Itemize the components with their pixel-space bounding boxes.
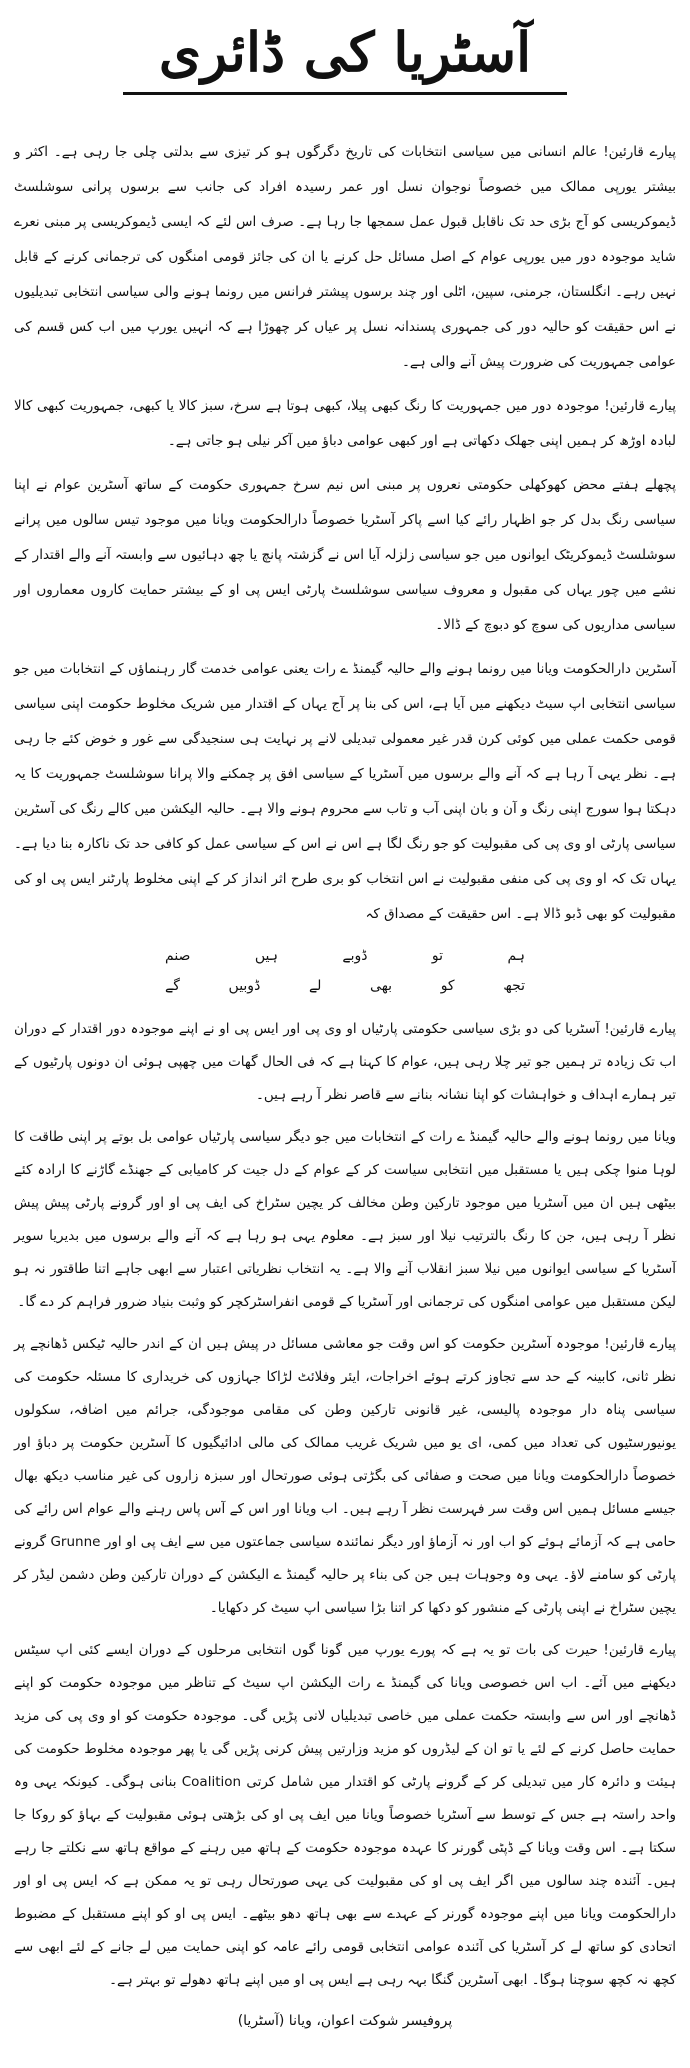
paragraph-4: آسٹرین دارالحکومت ویانا میں رونما ہونے والے حالیہ گیمنڈ ے رات یعنی عوامی خدمت گار رہنماؤں کے انتخابات میں جو سیاسی انتخابی اپ سیٹ دیکھنے میں آیا ہے، اس کی بنا پر آج یہاں کے اقتدار میں شریک مخلوط حکومت اپنی سیاسی قومی حکمت عملی میں کوئی کرن قدر غیر معمولی تبدیلی لانے پر نہایت ہی سنجیدگی سے غور و خوض کئے جا رہی ہے۔ نظر یہی آ رہا ہے کہ آنے والے برسوں میں آسٹریا کے سیاسی افق پر چمکنے والا پرانا سوشلسٹ جمہوریت کا یہ دہکتا ہوا سورج اپنی رنگ و آن و بان اپنی آب و تاب سے محروم ہونے والا ہے۔ حالیہ الیکشن میں کالے رنگ کی آسٹرین سیاسی پارٹی او وی پی کی مقبولیت کو جو رنگ لگا ہے اس نے اس کے سیاسی عمل کو کافی حد تک ناکارہ بنا دیا ہے۔ یہاں تک کہ او وی پی کی منفی مقبولیت نے اس انتخاب کو بری طرح اثر انداز کر کے اپنی مخلوط پارٹنر ایس پی او کی مقبولیت کو بھی ڈبو ڈالا ہے۔ اس حقیقت کے مصداق کہ: [14, 661, 676, 922]
verse-word: گے: [165, 978, 180, 994]
verse-word: ہیں: [254, 948, 278, 964]
verse-word: تو: [431, 948, 444, 964]
author-signature: پروفیسر شوکت اعوان، ویانا (آسٹریا): [237, 2013, 453, 2029]
verse-word: لے: [308, 978, 322, 994]
verse-word: تجھ: [503, 978, 525, 994]
paragraph-8: پیارے قارئین! حیرت کی بات تو یہ ہے کہ پورے یورپ میں گونا گوں انتخابی مرحلوں کے دوران ایسے کئی اپ سیٹس دیکھنے میں آئے۔ اب اس خصوصی ویانا کی گیمنڈ ے رات الیکشن اپ سیٹ کے تناظر میں موجودہ حکومت کو اپنے ڈھانچے اور اس سے وابستہ حکمت عملی میں خاصی تبدیلیاں لانی پڑیں گی۔ موجودہ حکومت کو او وی پی کی مزید حمایت حاصل کرنے کے لئے یا تو ان کے لیڈروں کو مزید وزارتیں پیش کرنی پڑیں گی یا پھر موجودہ مخلوط حکومت کی ہیئت و دائرہ کار میں تبدیلی کر کے گرونے پارٹی کو اقتدار میں شامل کرتی Coalition بنانی ہوگی۔ کیونکہ یہی وہ واحد راستہ ہے جس کے توسط سے آسٹریا خصوصاً ویانا میں ایف پی او کی بڑھتی ہوئی مقبولیت کے بہاؤ کو روکا جا سکتا ہے۔ اس وقت ویانا کے ڈپٹی گورنر کا عہدہ موجودہ حکومت کے ہاتھ میں رہنے کے مواقع ہاتھ سے نکلتے جا رہے ہیں۔ آئندہ چند سالوں میں اگر ایف پی او کی مقبولیت کی یہی صورتحال رہی تو یہ ممکن ہے کہ ایس پی او اور دارالحکومت ویانا میں اپنے موجودہ گورنر کے عہدے سے بھی ہاتھ دھو بیٹھے۔ ایس پی او کو اپنے مستقبل کے مضبوط اتحادی کو ساتھ لے کر آسٹریا کی آئندہ عوامی انتخابی قومی رائے عامہ کو اپنی حمایت میں لے جانے کے لئے ابھی سے کچھ نہ کچھ سوچنا ہوگا۔ ابھی آسٹرین گنگا بہہ رہی ہے ایس پی او میں اپنے ہاتھ دھولے تو بہتر ہے۔: [14, 1642, 676, 1988]
column-title: آسٹریا کی ڈائری: [123, 18, 567, 95]
verse-word: ڈوبے: [342, 948, 368, 964]
paragraph-7: پیارے قارئین! موجودہ آسٹرین حکومت کو اس وقت جو معاشی مسائل در پیش ہیں ان کے اندر حالیہ ٹیکس ڈھانچے پر نظر ثانی، کابینہ کے حد سے تجاوز کرتے ہوئے اخراجات، ایئر وفلائٹ لڑاکا جہازوں کی خریداری کا مسئلہ حکومت کی سیاسی پناہ دار موجودہ پالیسی، غیر قانونی تارکین وطن کی مقامی موجودگی، جرائم میں اضافہ، سکولوں یونیورسٹیوں کی تعداد میں کمی، ای یو میں شریک غریب ممالک کی مالی ادائیگیوں کا آسٹرین حکومت پر دباؤ اور خصوصاً دارالحکومت ویانا میں صحت و صفائی کی بگڑتی ہوئی صورتحال اور سبزہ زاروں کی غیر مناسب دیکھ بھال جیسے مسائل ہمیں اس وقت سر فہرست نظر آ رہے ہیں۔ اب ویانا اور اس کے آس پاس رہنے والے عوام اس رائے کی حامی ہے کہ آزمائے ہوئے کو اب اور نہ آزماؤ اور دیگر نمائندہ سیاسی جماعتوں میں سے ایف پی او اور Grunne گرونے پارٹی کو سامنے لاؤ۔ یہی وہ وجوہات ہیں جن کی بناء پر حالیہ گیمنڈ ے الیکشن کے دوران تارکین وطن دشمن لیڈر کر یچین سٹراخ نے اپنی پارٹی کے منشور کو دکھا کر اتنا بڑا سیاسی اپ سیٹ کر دکھایا۔: [14, 1336, 676, 1616]
paragraph-2: پیارے قارئین! موجودہ دور میں جمہوریت کا رنگ کبھی پیلا، کبھی ہوتا ہے سرخ، سبز کالا یا کبھی، جمہوریت کبھی کالا لبادہ اوڑھ کر ہمیں اپنی جھلک دکھاتی ہے اور کبھی عوامی دباؤ میں آکر نیلی ہو جاتی ہے۔: [14, 398, 676, 449]
verse-word: ہم: [507, 948, 525, 964]
poetry-couplet: [165, 941, 525, 1001]
verse-word: صنم: [165, 948, 191, 964]
verse-word: ڈوبیں: [228, 978, 261, 994]
verse-line-2: [165, 971, 525, 1001]
paragraph-3: پچھلے ہفتے محض کھوکھلی حکومتی نعروں پر مبنی اس نیم سرخ جمہوری حکومت کے ساتھ آسٹرین عوام نے اپنا سیاسی رنگ بدل کر جو اظہار رائے کیا اسے پاکر آسٹریا خصوصاً دارالحکومت ویانا میں موجود تیس سالوں میں پرانے سوشلسٹ ڈیموکریٹک ایوانوں میں جو سیاسی زلزلہ آیا اس نے گزشتہ پانچ یا چھ دہائیوں سے وابستہ آنے والے اقتدار کے نشے میں چور یہاں کی مقبول و معروف سیاسی سوشلسٹ پارٹی ایس پی او کے بیشتر حمایت کاروں معماروں اور سیاسی مداریوں کی سوچ کو دبوچ کے ڈالا۔: [14, 477, 676, 633]
paragraph-6: ویانا میں رونما ہونے والے حالیہ گیمنڈ ے رات کے انتخابات میں جو دیگر سیاسی پارٹیاں عوامی بل بوتے پر اپنی طاقت کا لوہا منوا چکی ہیں یا مستقبل میں انتخابی سیاست کر کے عوام کے دل جیت کر کامیابی کے جھنڈے گاڑنے کا ارادہ کئے بیٹھی ہیں ان میں آسٹریا میں موجود تارکین وطن مخالف کر یچین سٹراخ کی ایف پی او اور گرونے پارٹی پیش پیش نظر آ رہی ہیں، جن کا رنگ بالترتیب نیلا اور سبز ہے۔ معلوم یہی ہو رہا ہے کہ آنے والے برسوں میں بدیریا سویر آسٹریا کے سیاسی ایوانوں میں نیلا سبز انقلاب آنے والا ہے۔ یہ انتخاب نظریاتی اعتبار سے ابھی جاہے اتنا طاقتور نہ ہو لیکن مستقبل میں عوامی امنگوں کی ترجمانی اور آسٹریا کے قومی انفراسٹرکچر کو وثبت بنیاد ضرور فراہم کر دے گا۔: [14, 1129, 676, 1310]
verse-word: بھی: [370, 978, 393, 994]
verse-line-1: [165, 941, 525, 971]
title-block: [14, 18, 676, 95]
verse-word: کو: [440, 978, 455, 994]
paragraph-5: پیارے قارئین! آسٹریا کی دو بڑی سیاسی حکومتی پارٹیاں او وی پی اور ایس پی او نے اپنے موجودہ دور اقتدار کے دوران اب تک زیادہ تر ہمیں جو تیر چلا رہی ہیں، عوام کا کہنا ہے کہ فی الحال گھات میں چھپی ہوئی ان دونوں پارٹیوں کے تیر ہمارے اہداف و خواہشات کو اپنا نشانہ بنانے سے قاصر نظر آ رہے ہیں۔: [14, 1021, 676, 1103]
paragraph-1: پیارے قارئین! عالم انسانی میں سیاسی انتخابات کی تاریخ دگرگوں ہو کر تیزی سے بدلتی چلی جا رہی ہے۔ اکثر و بیشتر یورپی ممالک میں خصوصاً نوجوان نسل اور عمر رسیدہ افراد کی جانب سے برسوں پرانی سوشلسٹ ڈیموکریسی کو آج بڑی حد تک ناقابل قبول عمل سمجھا جا رہا ہے۔ صرف اس لئے کہ ایسی ڈیموکریسی پر مبنی نعرے شاید موجودہ دور میں یورپی عوام کے اصل مسائل حل کرنے یا ان کی جائز قومی امنگوں کی ترجمانی کرنے کے قابل نہیں رہے۔ انگلستان، جرمنی، سپین، اٹلی اور چند برسوں پیشتر فرانس میں رونما ہونے والی سیاسی انتخابی تبدیلیوں نے اس حقیقت کو حالیہ دور کی جمہوری پسندانہ نسل پر عیاں کر چھوڑا ہے کہ انہیں یورپ میں اب کس قسم کی عوامی جمہوریت کی ضرورت پیش آنے والی ہے۔: [14, 144, 676, 370]
